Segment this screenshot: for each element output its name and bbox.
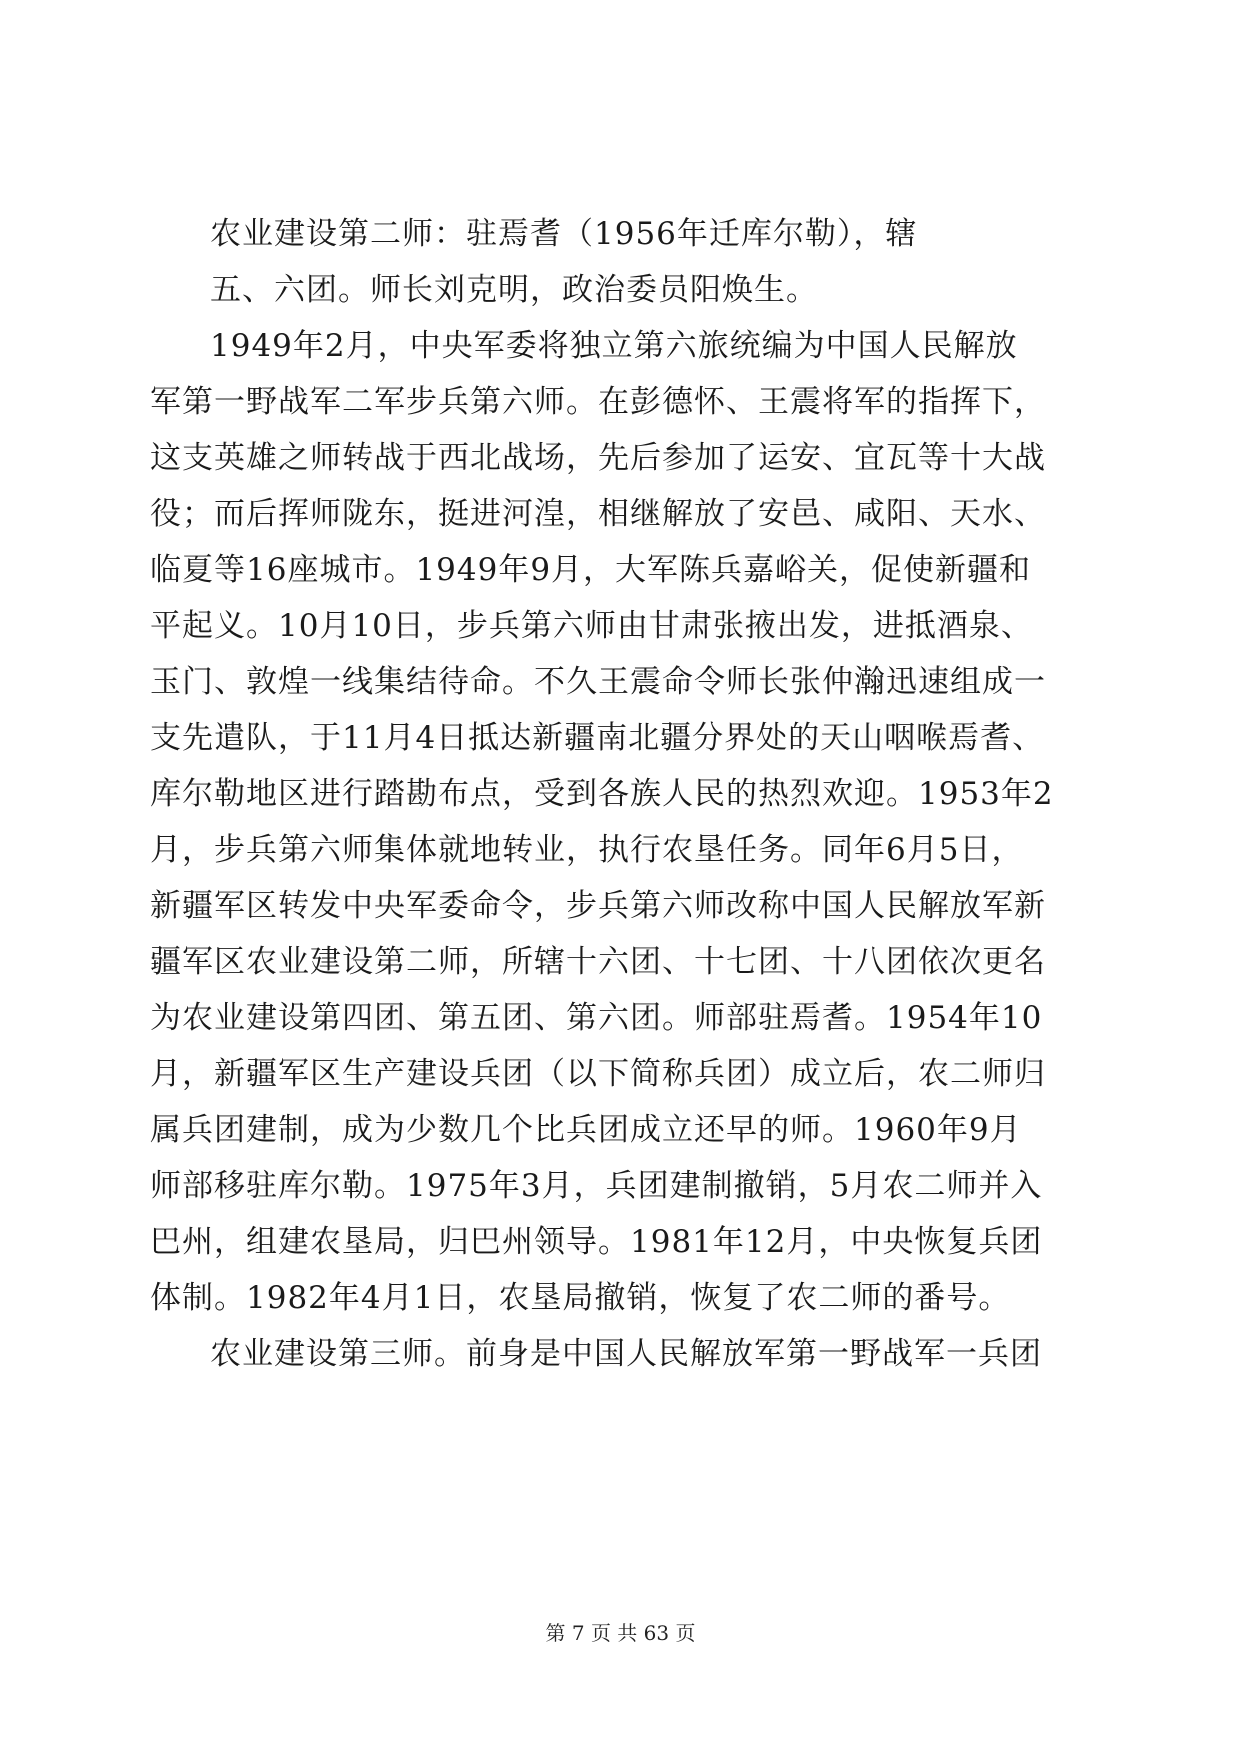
text-line-12: 月，步兵第六师集体就地转业，执行农垦任务。同年6月5日，	[150, 832, 1024, 868]
text-line-17: 属兵团建制，成为少数几个比兵团成立还早的师。1960年9月	[150, 1112, 1022, 1148]
text-line-13: 新疆军区转发中央军委命令，步兵第六师改称中国人民解放军新	[150, 888, 1046, 924]
text-line-2: 五、六团。师长刘克明，政治委员阳焕生。	[210, 272, 818, 308]
text-line-20: 体制。1982年4月1日，农垦局撤销，恢复了农二师的番号。	[150, 1280, 1011, 1316]
text-line-14: 疆军区农业建设第二师，所辖十六团、十七团、十八团依次更名	[150, 944, 1046, 980]
text-line-5: 这支英雄之师转战于西北战场，先后参加了运安、宜瓦等十大战	[150, 440, 1046, 476]
text-line-8: 平起义。10月10日，步兵第六师由甘肃张掖出发，进抵酒泉、	[150, 608, 1033, 644]
text-line-6: 役；而后挥师陇东，挺进河湟，相继解放了安邑、咸阳、天水、	[150, 496, 1046, 532]
text-line-7: 临夏等16座城市。1949年9月，大军陈兵嘉峪关，促使新疆和	[150, 552, 1032, 588]
text-line-15: 为农业建设第四团、第五团、第六团。师部驻焉耆。1954年10	[150, 1000, 1043, 1036]
text-line-4: 军第一野战军二军步兵第六师。在彭德怀、王震将军的指挥下，	[150, 384, 1046, 420]
text-line-11: 库尔勒地区进行踏勘布点，受到各族人民的热烈欢迎。1953年2	[150, 776, 1054, 812]
text-line-21: 农业建设第三师。前身是中国人民解放军第一野战军一兵团	[210, 1336, 1042, 1372]
text-line-1: 农业建设第二师：驻焉耆（1956年迁库尔勒），辖	[210, 216, 918, 252]
page-number-footer: 第 7 页 共 63 页	[545, 1621, 696, 1645]
text-line-16: 月，新疆军区生产建设兵团（以下简称兵团）成立后，农二师归	[150, 1056, 1046, 1092]
text-line-18: 师部移驻库尔勒。1975年3月，兵团建制撤销，5月农二师并入	[150, 1168, 1043, 1204]
text-line-9: 玉门、敦煌一线集结待命。不久王震命令师长张仲瀚迅速组成一	[150, 664, 1046, 700]
text-line-3: 1949年2月，中央军委将独立第六旅统编为中国人民解放	[210, 328, 1018, 364]
text-line-10: 支先遣队，于11月4日抵达新疆南北疆分界处的天山咽喉焉耆、	[150, 720, 1045, 756]
text-line-19: 巴州，组建农垦局，归巴州领导。1981年12月，中央恢复兵团	[150, 1224, 1043, 1260]
